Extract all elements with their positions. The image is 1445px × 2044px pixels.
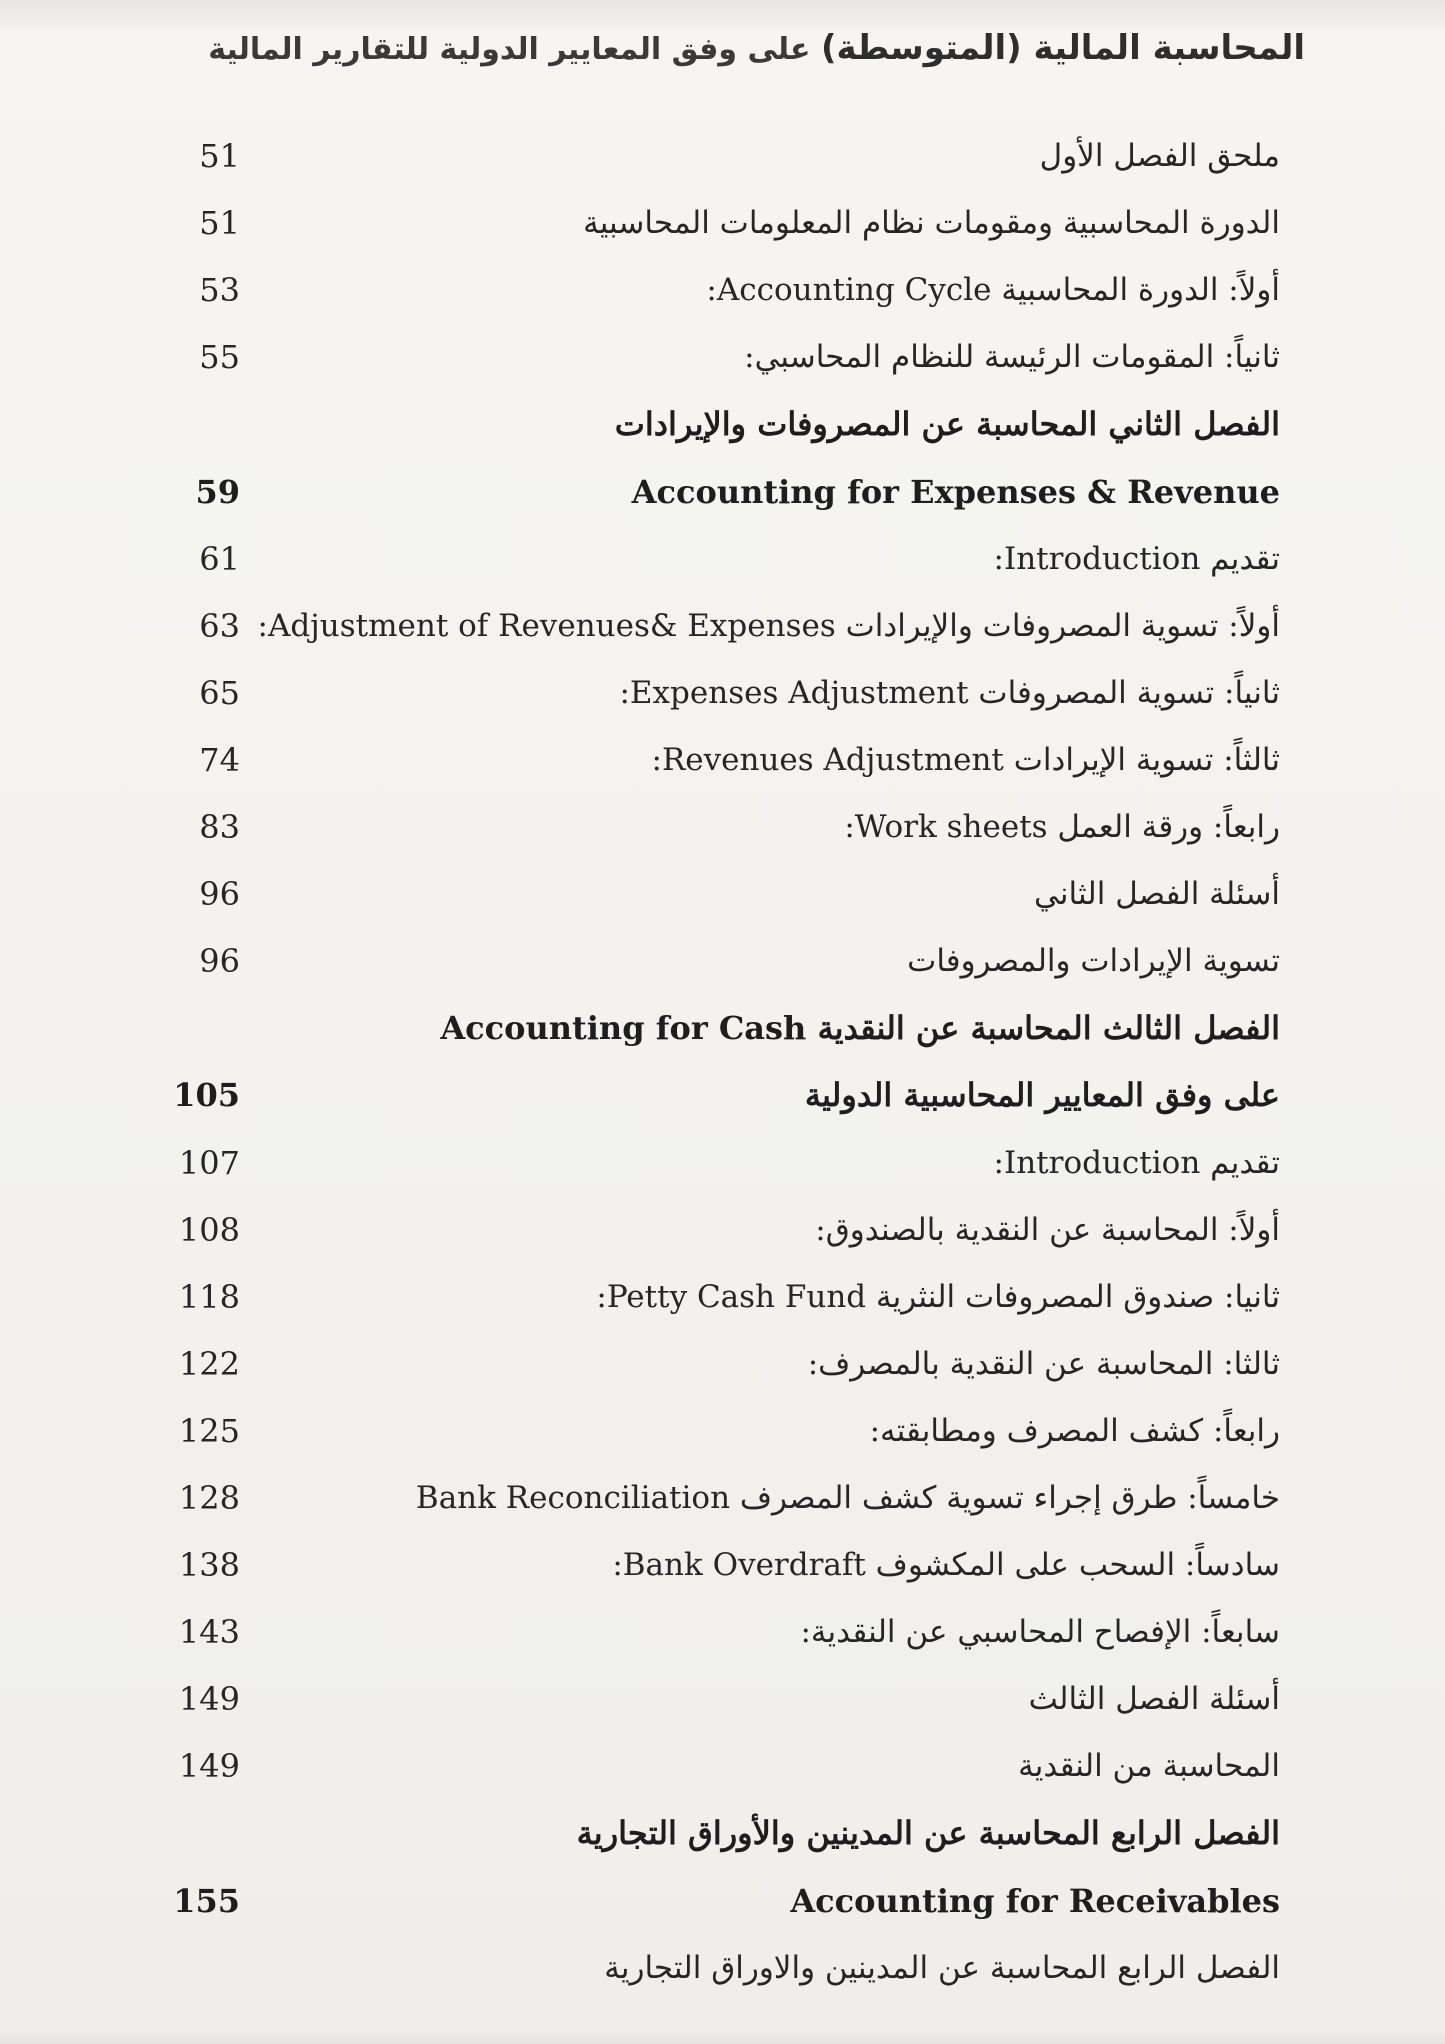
toc-entry-title: على وفق المعايير المحاسبية الدولية <box>804 1076 1280 1114</box>
running-header <box>208 28 1305 68</box>
toc-entry-title: خامساً: طرق إجراء تسوية كشف المصرف Bank Reconciliation <box>415 1480 1280 1516</box>
toc-entry-page-number: 138 <box>178 1546 240 1584</box>
toc-entry <box>0 661 1445 725</box>
toc-entry-page-number: 122 <box>178 1345 240 1383</box>
toc-entry <box>0 1131 1445 1195</box>
toc-entry-page-number: 74 <box>199 741 240 779</box>
toc-entry-title: الفصل الثاني المحاسبة عن المصروفات والإيرادات <box>614 405 1280 443</box>
toc-entry-page-number: 51 <box>199 204 240 242</box>
running-header-rest: على وفق المعايير الدولية للتقارير المالية <box>208 32 821 67</box>
toc-entry <box>0 1936 1445 2000</box>
toc-entry <box>0 1332 1445 1396</box>
toc-entry-title: رابعاً: كشف المصرف ومطابقته: <box>869 1413 1280 1449</box>
toc-entry <box>0 392 1445 456</box>
running-header-main: المحاسبة المالية (المتوسطة) <box>820 28 1305 68</box>
toc-entry <box>0 460 1445 524</box>
toc-entry <box>0 124 1445 188</box>
toc-entry-page-number: 107 <box>178 1144 240 1182</box>
toc-entry <box>0 191 1445 255</box>
toc-entry-title: ثانياً: تسوية المصروفات Expenses Adjustment: <box>619 675 1280 711</box>
toc-entry-page-number: 65 <box>199 674 240 712</box>
toc-entry-page-number: 155 <box>173 1882 240 1920</box>
toc-entry-title: ثالثاً: تسوية الإيرادات Revenues Adjustment: <box>651 742 1280 778</box>
toc-entry <box>0 1734 1445 1798</box>
toc-entry-page-number: 149 <box>178 1680 240 1718</box>
toc-entry-page-number: 53 <box>199 271 240 309</box>
toc-entry-title: أولاً: تسوية المصروفات والإيرادات Adjustment of Revenues& Expenses: <box>257 608 1280 644</box>
page-top-shadow <box>0 0 1445 30</box>
toc-entry-title: أولاً: المحاسبة عن النقدية بالصندوق: <box>815 1212 1280 1248</box>
toc-entry-title: الفصل الثالث المحاسبة عن النقدية Accounting for Cash <box>440 1009 1280 1047</box>
toc-entry-title: تسوية الإيرادات والمصروفات <box>907 943 1280 979</box>
toc-entry <box>0 594 1445 658</box>
toc-entry <box>0 929 1445 993</box>
toc-entry-title: ثانياً: المقومات الرئيسة للنظام المحاسبي: <box>744 339 1280 375</box>
toc-entry-title: سادساً: السحب على المكشوف Bank Overdraft: <box>612 1547 1280 1583</box>
toc-entry <box>0 862 1445 926</box>
toc-entry-page-number: 59 <box>195 473 240 511</box>
toc-entry-page-number: 128 <box>178 1479 240 1517</box>
toc-entry <box>0 795 1445 859</box>
toc-entry <box>0 1198 1445 1262</box>
toc-entry-title: الدورة المحاسبية ومقومات نظام المعلومات المحاسبية <box>583 205 1280 241</box>
toc-entry-title: رابعاً: ورقة العمل Work sheets: <box>844 809 1280 845</box>
toc-entry <box>0 728 1445 792</box>
toc-entry-title: Accounting for Expenses & Revenue <box>631 473 1280 511</box>
toc-entry-page-number: 143 <box>178 1613 240 1651</box>
toc-entry <box>0 325 1445 389</box>
toc-entry-title: Accounting for Receivables <box>790 1882 1280 1920</box>
toc-entry <box>0 1265 1445 1329</box>
toc-entry-title: أسئلة الفصل الثاني <box>1034 876 1280 912</box>
toc-entry-page-number: 96 <box>199 875 240 913</box>
toc-entry-title: المحاسبة من النقدية <box>1018 1748 1280 1784</box>
toc-entry-title: أولاً: الدورة المحاسبية Accounting Cycle: <box>706 272 1280 308</box>
toc-entry <box>0 1063 1445 1127</box>
toc-entry <box>0 527 1445 591</box>
toc-entry-page-number: 63 <box>199 607 240 645</box>
toc-entry <box>0 996 1445 1060</box>
toc-entry-title: ثالثا: المحاسبة عن النقدية بالمصرف: <box>807 1346 1280 1382</box>
toc-entry-title: الفصل الرابع المحاسبة عن المدينين والاوراق التجارية <box>604 1950 1280 1986</box>
toc-entry-page-number: 125 <box>178 1412 240 1450</box>
toc-entry-page-number: 55 <box>199 338 240 376</box>
toc-entry <box>0 1667 1445 1731</box>
toc-entry-title: الفصل الرابع المحاسبة عن المدينين والأوراق التجارية <box>576 1814 1280 1852</box>
toc-entry-page-number: 96 <box>199 942 240 980</box>
toc-entry <box>0 1869 1445 1933</box>
toc-entry-page-number: 83 <box>199 808 240 846</box>
toc-entry-title: ثانيا: صندوق المصروفات النثرية Petty Cash Fund: <box>596 1279 1280 1315</box>
toc-entry-title: تقديم Introduction: <box>993 1145 1280 1181</box>
toc-entry <box>0 1399 1445 1463</box>
toc-entry <box>0 1600 1445 1664</box>
toc-entry-page-number: 108 <box>178 1211 240 1249</box>
toc-entry-page-number: 105 <box>173 1076 240 1114</box>
toc-entry-page-number: 149 <box>178 1747 240 1785</box>
toc-entry-page-number: 118 <box>178 1278 240 1316</box>
toc-entry-title: ملحق الفصل الأول <box>1039 138 1280 174</box>
toc-entry <box>0 258 1445 322</box>
toc-entry <box>0 1533 1445 1597</box>
toc-entry-page-number: 51 <box>199 137 240 175</box>
toc-entry-title: تقديم Introduction: <box>993 541 1280 577</box>
toc-entry <box>0 1466 1445 1530</box>
toc-entry-page-number: 61 <box>199 540 240 578</box>
toc-entry <box>0 1801 1445 1865</box>
toc-entry-title: سابعاً: الإفصاح المحاسبي عن النقدية: <box>800 1614 1280 1650</box>
page-bottom-edge <box>0 2030 1445 2044</box>
toc-entry-title: أسئلة الفصل الثالث <box>1028 1681 1280 1717</box>
